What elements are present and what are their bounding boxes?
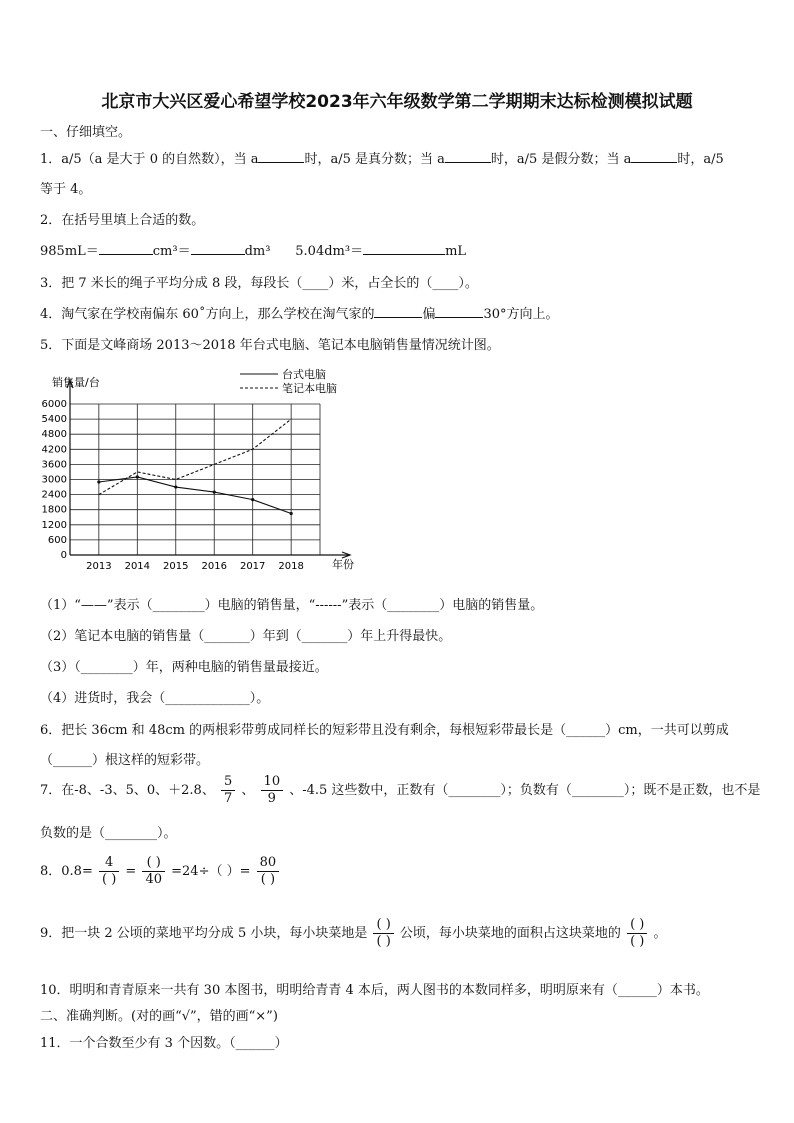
fraction-10-9: $\frac{10}{9}$	[261, 774, 284, 807]
q8-text-a: 8．0.8=	[40, 864, 93, 879]
y-tick-label: 2400	[41, 489, 67, 501]
x-tick-label: 2014	[124, 561, 151, 572]
question-5-4: （4）进货时，我会（_____________）。	[40, 691, 270, 706]
legend-label: 台式电脑	[282, 368, 326, 381]
question-11: 11．一个合数至少有 3 个因数。（______）	[40, 1036, 288, 1051]
legend-label: 笔记本电脑	[282, 382, 337, 395]
data-point	[136, 475, 139, 478]
chart-legend	[240, 367, 337, 395]
q1-blank-1[interactable]	[258, 150, 304, 163]
question-2: 2．在括号里填上合适的数。	[40, 213, 205, 228]
q8-text-b: =24÷（ ）=	[171, 864, 251, 879]
chart-series	[97, 419, 293, 515]
x-tick-label: 2017	[239, 561, 266, 572]
question-5: 5．下面是文峰商场 2013～2018 年台式电脑、笔记本电脑销售量情况统计图。	[40, 338, 500, 353]
question-5-1: （1）“——”表示（________）电脑的销售量，“------”表示（________）电脑的销售量。	[40, 598, 544, 613]
question-5-2: （2）笔记本电脑的销售量（_______）年到（_______）年上升得最快。	[40, 629, 452, 644]
q7-sep: 、	[241, 783, 255, 798]
fraction-blank-2[interactable]: $\frac{( )}{( )}$	[627, 917, 647, 950]
fraction-4-blank[interactable]: $\frac{4}{( )}$	[99, 855, 119, 888]
question-9	[40, 917, 667, 950]
q1-blank-2[interactable]	[445, 150, 491, 163]
q8-eq: =	[125, 864, 137, 879]
fraction-blank-40[interactable]: $\frac{( )}{40}$	[142, 855, 165, 888]
question-1	[40, 148, 724, 167]
q2-text-e: mL	[445, 244, 467, 259]
question-6-cont: （______）根这样的短彩带。	[40, 753, 210, 768]
y-tick-label: 5400	[41, 414, 67, 426]
y-tick-label: 3600	[41, 459, 67, 471]
data-point	[290, 512, 293, 515]
y-tick-label: 6000	[41, 399, 67, 410]
fraction-80-blank[interactable]: $\frac{80}{( )}$	[257, 855, 280, 888]
question-7	[40, 774, 760, 807]
question-4	[40, 303, 559, 322]
q9-text-a: 9．把一块 2 公顷的菜地平均分成 5 小块，每小块菜地是	[40, 926, 368, 941]
y-tick-label: 3000	[41, 474, 67, 486]
q2-blank-3[interactable]	[363, 242, 445, 255]
y-tick-label: 1200	[41, 519, 67, 531]
q2-text-c: dm³	[244, 244, 271, 259]
question-1-cont: 等于 4。	[40, 182, 92, 197]
q4-text-c: 30°方向上。	[483, 307, 559, 322]
question-7-cont: 负数的是（________）。	[40, 826, 177, 841]
x-tick-label: 2018	[278, 561, 304, 572]
x-tick-label: 2013	[86, 561, 112, 572]
fraction-blank-1[interactable]: $\frac{( )}{( )}$	[373, 917, 393, 950]
q4-blank-2[interactable]	[435, 305, 483, 318]
q2-blank-1[interactable]	[99, 242, 153, 255]
q9-text-b: 公顷，每小块菜地的面积占这块菜地的	[399, 926, 621, 941]
x-tick-label: 2015	[163, 561, 189, 572]
page-title: 北京市大兴区爱心希望学校2023年六年级数学第二学期期末达标检测模拟试题	[101, 92, 693, 112]
q1-text-d: 时，a/5	[677, 152, 724, 167]
q4-text-a: 4．淘气家在学校南偏东 60˚方向上，那么学校在淘气家的	[40, 307, 375, 322]
question-3: 3．把 7 米长的绳子平均分成 8 段，每段长（____）米，占全长的（____）。	[40, 276, 478, 291]
y-axis-label: 销售量/台	[52, 376, 100, 389]
q4-text-b: 偏	[422, 307, 436, 322]
q9-text-c: 。	[653, 926, 667, 941]
y-tick-label: 0	[60, 550, 67, 561]
chart-axes	[42, 380, 350, 572]
series-line-desktop	[99, 477, 291, 513]
q1-blank-3[interactable]	[631, 150, 677, 163]
sales-line-chart	[40, 360, 370, 580]
question-5-3: （3）（________）年，两种电脑的销售量最接近。	[40, 660, 328, 675]
q7-text-b: 、-4.5 这些数中，正数有（________）；负数有（________）；既不是正数，也不是	[289, 783, 761, 798]
fraction-5-7: $\frac{5}{7}$	[221, 774, 235, 807]
y-tick-label: 4800	[41, 429, 67, 441]
q2-blank-2[interactable]	[191, 242, 245, 255]
q1-text-b: 时，a/5 是真分数；当 a	[304, 152, 445, 167]
q2-text-d: 5.04dm³＝	[295, 244, 364, 259]
q1-text-c: 时，a/5 是假分数；当 a	[490, 152, 632, 167]
q2-text-b: cm³＝	[152, 244, 191, 259]
y-tick-label: 600	[47, 534, 67, 546]
question-8	[40, 855, 281, 888]
section-heading-judge: 二、准确判断。(对的画“√”，错的画“×”)	[40, 1009, 278, 1024]
q1-text-a: 1．a/5（a 是大于 0 的自然数），当 a	[40, 152, 259, 167]
x-tick-label: 2016	[201, 561, 227, 572]
q7-text-a: 7．在-8、-3、5、0、＋2.8、	[40, 783, 215, 798]
question-10: 10．明明和青青原来一共有 30 本图书，明明给青青 4 本后，两人图书的本数同样多，明明原来有（______）本书。	[40, 983, 709, 998]
data-point	[97, 480, 100, 483]
y-tick-label: 4200	[41, 444, 67, 456]
series-line-laptop	[99, 419, 291, 495]
x-axis-label: 年份	[332, 558, 354, 571]
question-6: 6．把长 36cm 和 48cm 的两根彩带剪成同样长的短彩带且没有剩余，每根短彩带最长是（______）cm，一共可以剪成	[40, 723, 729, 738]
section-heading-fill: 一、仔细填空。	[40, 125, 132, 140]
q4-blank-1[interactable]	[374, 305, 422, 318]
q2-text-a: 985mL＝	[40, 244, 99, 259]
data-point	[251, 498, 254, 501]
data-point	[174, 485, 177, 488]
y-tick-label: 1800	[41, 504, 67, 516]
chart-grid	[70, 404, 320, 555]
question-2-units	[40, 240, 466, 259]
data-point	[213, 490, 216, 493]
